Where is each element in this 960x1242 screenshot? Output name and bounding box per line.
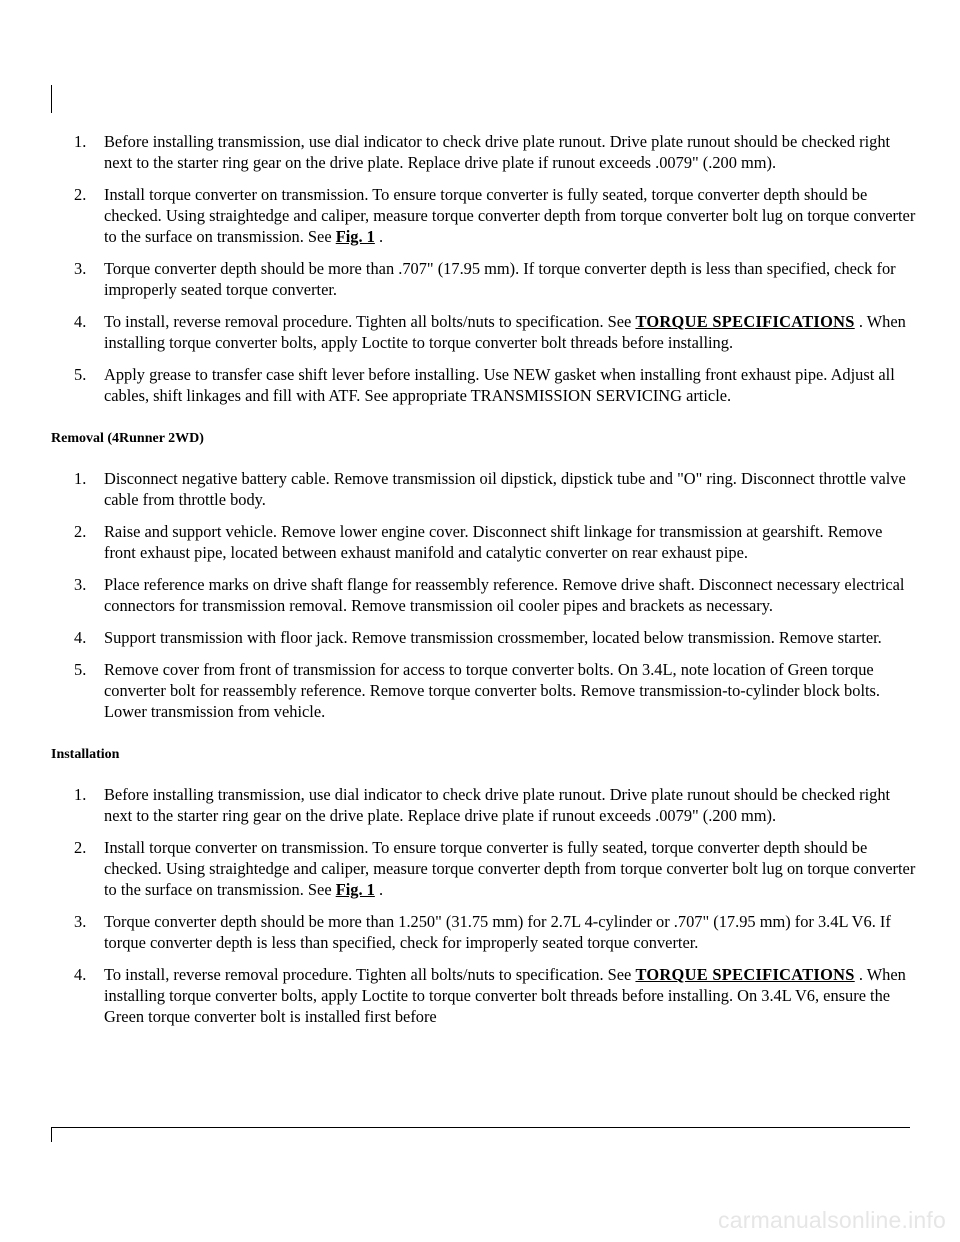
section-heading-installation: Installation <box>51 747 120 762</box>
list-item: 2. Raise and support vehicle. Remove lower engine cover. Disconnect shift linkage for transmission at gearshift. Remove front exhaust pipe, located between exhaust manifold and catalytic converter on rear exhaust pipe. <box>74 522 883 562</box>
list-item: 4. To install, reverse removal procedure. Tighten all bolts/nuts to specification. See TORQUE SPECIFICATIONS . When installing torque converter bolts, apply Loctite to torque converter bolt threads before installing. <box>74 312 906 352</box>
list-item: 3. Torque converter depth should be more than 1.250" (31.75 mm) for 2.7L 4-cylinder or .707" (17.95 mm) for 3.4L V6. If torque converter depth is less than specified, check for improperly seated torque converter. <box>74 912 891 952</box>
site-watermark: carmanualsonline.info <box>718 1207 946 1233</box>
page-border-top-left <box>51 85 52 113</box>
list-item: 2. Install torque converter on transmission. To ensure torque converter is fully seated, torque converter depth should be checked. Using straightedge and caliper, measure torque converter depth from torque converter bolt lug on torque converter to the surface on transmission. See Fig. 1 . <box>74 838 916 899</box>
torque-specifications-link[interactable]: TORQUE SPECIFICATIONS <box>635 312 855 331</box>
installation-step-list <box>0 784 960 1027</box>
list-item: 1. Before installing transmission, use dial indicator to check drive plate runout. Drive plate runout should be checked right next to the starter ring gear on the drive plate. Replace drive plate if runout exceeds .0079" (.200 mm). <box>74 132 891 172</box>
fig-1-link[interactable]: Fig. 1 <box>335 227 375 246</box>
list-item: 3. Torque converter depth should be more than .707" (17.95 mm). If torque converter depth is less than specified, check for improperly seated torque converter. <box>74 259 896 299</box>
list-item: 1. Disconnect negative battery cable. Remove transmission oil dipstick, dipstick tube and "O" ring. Disconnect throttle valve cable from throttle body. <box>74 469 906 509</box>
document-body <box>0 131 960 1038</box>
list-item: 5. Apply grease to transfer case shift lever before installing. Use NEW gasket when installing front exhaust pipe. Adjust all cables, shift linkages and fill with ATF. See appropriate TRANSMISSION SERVICING article. <box>74 365 895 405</box>
page-border-bottom <box>51 1127 910 1128</box>
list-item: 5. Remove cover from front of transmission for access to torque converter bolts. On 3.4L, note location of Green torque converter bolt for reassembly reference. Remove torque converter bolts. Remove transmission-to-cylinder block bolts. Lower transmission from vehicle. <box>74 660 881 721</box>
fig-1-link[interactable]: Fig. 1 <box>335 880 375 899</box>
top-step-list <box>0 131 960 406</box>
list-item: 3. Place reference marks on drive shaft flange for reassembly reference. Remove drive shaft. Disconnect necessary electrical connectors for transmission removal. Remove transmission oil cooler pipes and brackets as necessary. <box>74 575 905 615</box>
removal-step-list <box>0 468 960 722</box>
torque-specifications-link[interactable]: TORQUE SPECIFICATIONS <box>635 965 855 984</box>
page-border-bottom-left <box>51 1128 52 1142</box>
list-item: 4. To install, reverse removal procedure. Tighten all bolts/nuts to specification. See TORQUE SPECIFICATIONS . When installing torque converter bolts, apply Loctite to torque converter bolt threads before installing. On 3.4L V6, ensure the Green torque converter bolt is installed first before <box>74 965 906 1026</box>
list-item: 1. Before installing transmission, use dial indicator to check drive plate runout. Drive plate runout should be checked right next to the starter ring gear on the drive plate. Replace drive plate if runout exceeds .0079" (.200 mm). <box>74 785 891 825</box>
list-item: 4. Support transmission with floor jack. Remove transmission crossmember, located below transmission. Remove starter. <box>74 628 882 647</box>
list-item: 2. Install torque converter on transmission. To ensure torque converter is fully seated, torque converter depth should be checked. Using straightedge and caliper, measure torque converter depth from torque converter bolt lug on torque converter to the surface on transmission. See Fig. 1 . <box>74 185 916 246</box>
section-heading-removal: Removal (4Runner 2WD) <box>51 431 204 446</box>
